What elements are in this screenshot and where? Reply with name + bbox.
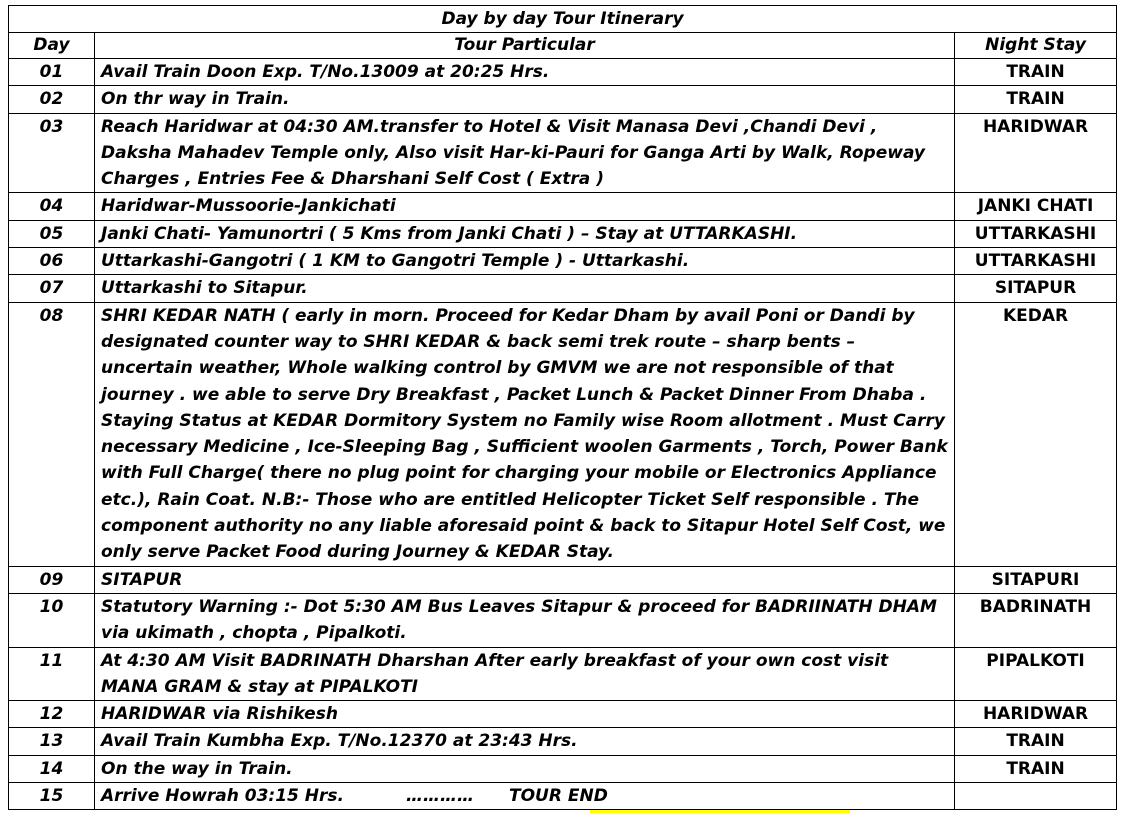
particular-cell: Reach Haridwar at 04:30 AM.transfer to Hotel & Visit Manasa Devi ,Chandi Devi , Daksha Mahadev Temple only, Also visit Har-ki-Pauri for Ganga Arti by Walk, Ropeway Charges , Entries Fee & Dharshani Self Cost ( Extra ) [95,113,955,193]
night-stay-cell: TRAIN [955,59,1117,86]
table-row-last [9,783,1117,810]
table-row [9,728,1117,755]
day-cell: 15 [9,783,95,810]
day-cell: 14 [9,755,95,782]
table-row [9,755,1117,782]
table-title: Day by day Tour Itinerary [9,6,1117,33]
day-cell: 13 [9,728,95,755]
table-row [9,86,1117,113]
particular-cell: On the way in Train. [95,755,955,782]
particular-cell: At 4:30 AM Visit BADRINATH Dharshan After early breakfast of your own cost visit MANA GRAM & stay at PIPALKOTI [95,647,955,701]
day-cell: 09 [9,566,95,593]
particular-cell: Janki Chati- Yamunortri ( 5 Kms from Janki Chati ) – Stay at UTTARKASHI. [95,220,955,247]
night-stay-cell: UTTARKASHI [955,248,1117,275]
particular-cell: Avail Train Doon Exp. T/No.13009 at 20:25 Hrs. [95,59,955,86]
day-cell: 03 [9,113,95,193]
day-cell: 12 [9,701,95,728]
night-stay-cell: SITAPUR [955,275,1117,302]
particular-cell: Haridwar-Mussoorie-Jankichati [95,193,955,220]
night-stay-cell: PIPALKOTI [955,647,1117,701]
particular-cell: Uttarkashi to Sitapur. [95,275,955,302]
table-row [9,593,1117,647]
particular-cell: Statutory Warning :- Dot 5:30 AM Bus Leaves Sitapur & proceed for BADRIINATH DHAM via ukimath , chopta , Pipalkoti. [95,593,955,647]
day-cell: 11 [9,647,95,701]
table-row [9,566,1117,593]
particular-cell: SITAPUR [95,566,955,593]
night-stay-cell: BADRINATH [955,593,1117,647]
table-title-row [9,6,1117,33]
header-particular: Tour Particular [95,33,955,59]
night-stay-cell: JANKI CHATI [955,193,1117,220]
night-stay-cell: UTTARKASHI [955,220,1117,247]
header-night-stay: Night Stay [955,33,1117,59]
dots-text: ………… [406,786,474,807]
night-stay-cell: HARIDWAR [955,701,1117,728]
particular-cell [95,783,955,810]
table-row [9,701,1117,728]
itinerary-rows [9,59,1117,783]
table-row [9,220,1117,247]
particular-cell: Avail Train Kumbha Exp. T/No.12370 at 23:43 Hrs. [95,728,955,755]
itinerary-table [8,5,1117,810]
table-row [9,59,1117,86]
table-row [9,113,1117,193]
night-stay-cell: HARIDWAR [955,113,1117,193]
table-header-row [9,33,1117,59]
night-stay-cell: TRAIN [955,86,1117,113]
day-cell: 02 [9,86,95,113]
arrive-text: Arrive Howrah 03:15 Hrs. [101,786,344,807]
day-cell: 10 [9,593,95,647]
night-stay-cell: TRAIN [955,755,1117,782]
day-cell: 06 [9,248,95,275]
night-stay-cell [955,783,1117,810]
particular-cell: On thr way in Train. [95,86,955,113]
table-row [9,193,1117,220]
particular-cell: HARIDWAR via Rishikesh [95,701,955,728]
day-cell: 01 [9,59,95,86]
header-day: Day [9,33,95,59]
day-cell: 08 [9,302,95,566]
tour-end-text: TOUR END [509,786,608,807]
day-cell: 04 [9,193,95,220]
night-stay-cell: KEDAR [955,302,1117,566]
itinerary [8,5,1116,810]
particular-cell: SHRI KEDAR NATH ( early in morn. Proceed for Kedar Dham by avail Poni or Dandi by designated counter way to SHRI KEDAR & back semi trek route – sharp bents – uncertain weather, Whole walking control by GMVM we are not responsible of that journey . we able to serve Dry Breakfast , Packet Lunch & Packet Dinner From Dhaba . Staying Status at KEDAR Dormitory System no Family wise Room allotment . Must Carry necessary Medicine , Ice-Sleeping Bag , Sufficient woolen Garments , Torch, Power Bank with Full Charge( there no plug point for charging your mobile or Electronics Appliance etc.), Rain Coat. N.B:- Those who are entitled Helicopter Ticket Self responsible . The component authority no any liable aforesaid point & back to Sitapur Hotel Self Cost, we only serve Packet Food during Journey & KEDAR Stay. [95,302,955,566]
day-cell: 05 [9,220,95,247]
night-stay-cell: SITAPURI [955,566,1117,593]
table-row [9,275,1117,302]
table-row [9,248,1117,275]
table-row [9,302,1117,566]
particular-cell: Uttarkashi-Gangotri ( 1 KM to Gangotri Temple ) - Uttarkashi. [95,248,955,275]
table-row [9,647,1117,701]
night-stay-cell: TRAIN [955,728,1117,755]
day-cell: 07 [9,275,95,302]
